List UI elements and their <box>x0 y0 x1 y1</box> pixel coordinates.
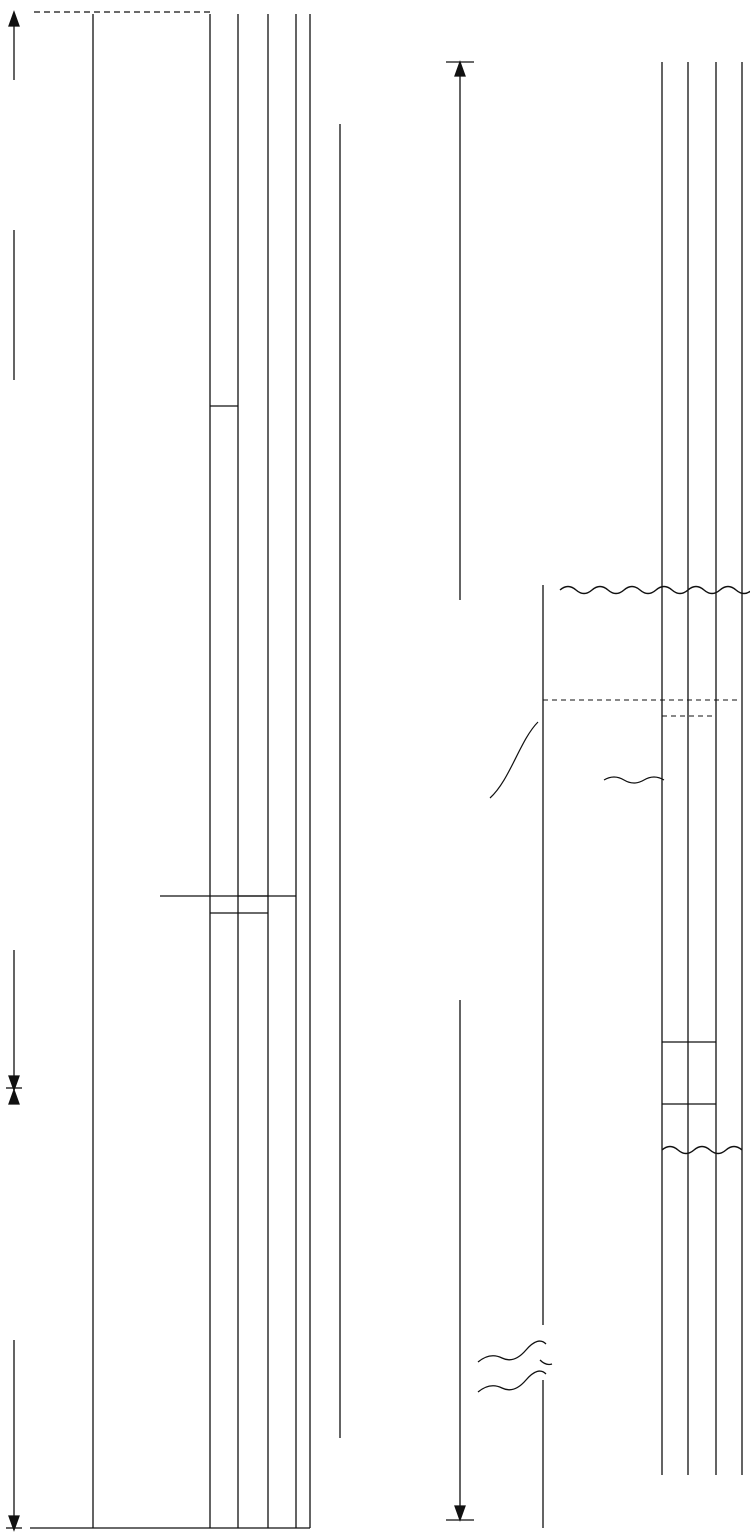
interval-break <box>478 1341 552 1392</box>
right-section <box>446 62 750 1528</box>
keokuk-facies-curve <box>490 722 538 798</box>
penn-miss-unconformity <box>560 587 750 594</box>
miss-cambrian-unconformity <box>662 1147 742 1154</box>
keokuk-wavy-base <box>604 777 664 783</box>
left-exposure-arrows <box>6 12 22 1530</box>
right-exposure-arrow <box>446 62 474 1520</box>
left-section <box>6 12 310 1530</box>
